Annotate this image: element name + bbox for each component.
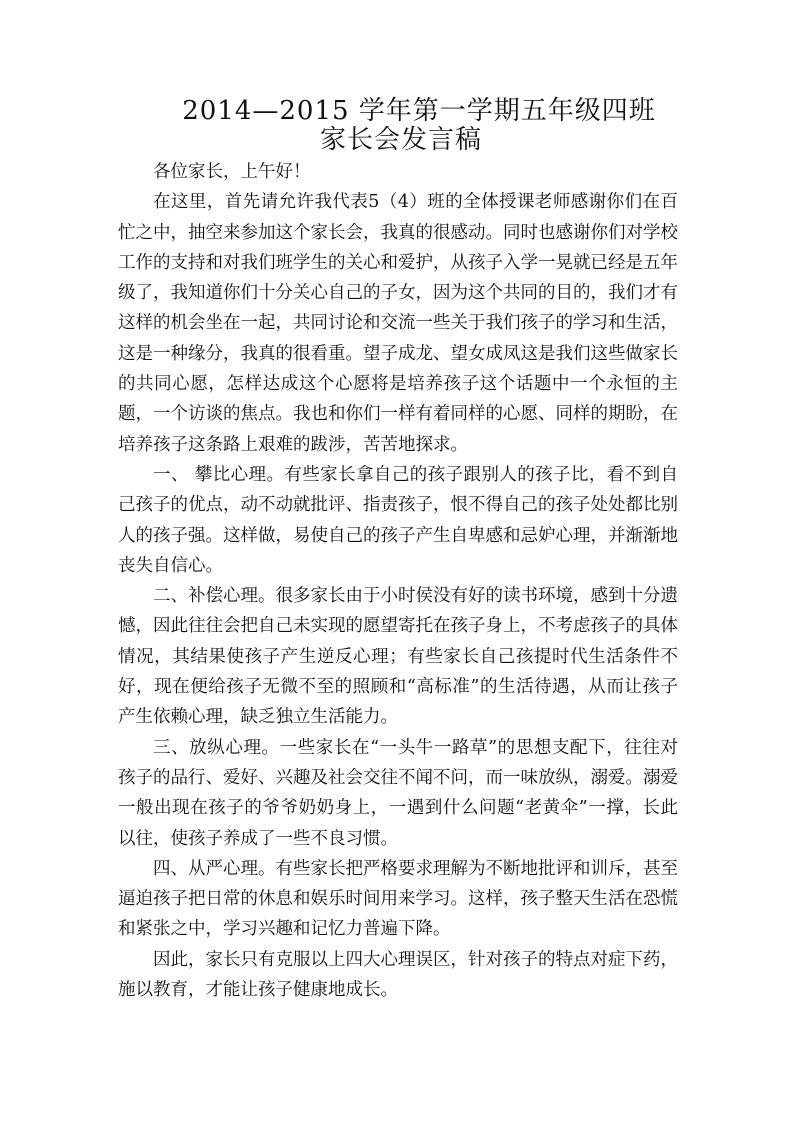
conclusion-paragraph: 因此，家长只有克服以上四大心理误区，针对孩子的特点对症下药，施以教育，才能让孩子健康地成长。 [118,949,678,1001]
document-title-line-1: 2014—2015 学年第一学期五年级四班 [182,96,656,126]
compensation-mindset-paragraph: 二、补偿心理。很多家长由于小时侯没有好的读书环境，感到十分遗憾，因此往往会把自己未实现的愿望寄托在孩子身上，不考虑孩子的具体情况，其结果使孩子产生逆反心理；有些家长自己孩提时代生活条件不好，现在便给孩子无微不至的照顾和“高标准”的生活待遇，从而让孩子产生依赖心理，缺乏独立生活能力。 [118,586,678,728]
indulgence-mindset-paragraph: 三、放纵心理。一些家长在“一头牛一路草”的思想支配下，往往对孩子的品行、爱好、兴趣及社会交往不闻不问，而一味放纵，溺爱。溺爱一般出现在孩子的爷爷奶奶身上，一遇到什么问题“老黄伞”一撑，长此以往，使孩子养成了一些不良习惯。 [118,737,678,849]
salutation-paragraph: 各位家长，上午好！ [153,162,311,182]
comparison-mindset-paragraph: 一、 攀比心理。有些家长拿自己的孩子跟别人的孩子比，看不到自己孩子的优点，动不动就批评、指责孩子，恨不得自己的孩子处处都比别人的孩子强。这样做，易使自己的孩子产生自卑感和忌妒心理，并渐渐地丧失自信心。 [118,464,678,576]
intro-paragraph: 在这里，首先请允许我代表5（4）班的全体授课老师感谢你们在百忙之中，抽空来参加这个家长会，我真的很感动。同时也感谢你们对学校工作的支持和对我们班学生的关心和爱护，从孩子入学一晃就已经是五年级了，我知道你们十分关心自己的子女，因为这个共同的目的，我们才有这样的机会坐在一起，共同讨论和交流一些关于我们孩子的学习和生活，这是一种缘分，我真的很看重。望子成龙、望女成凤这是我们这些做家长的共同心愿，怎样达成这个心愿将是培养孩子这个话题中一个永恒的主题，一个访谈的焦点。我也和你们一样有着同样的心愿、同样的期盼，在培养孩子这条路上艰难的跋涉，苦苦地探求。 [118,192,678,455]
document-title-line-2: 家长会发言稿 [319,125,482,155]
strictness-mindset-paragraph: 四、从严心理。有些家长把严格要求理解为不断地批评和训斥，甚至逼迫孩子把日常的休息和娱乐时间用来学习。这样，孩子整天生活在恐慌和紧张之中，学习兴趣和记忆力普遍下降。 [118,858,678,940]
document-body [118,157,678,1005]
